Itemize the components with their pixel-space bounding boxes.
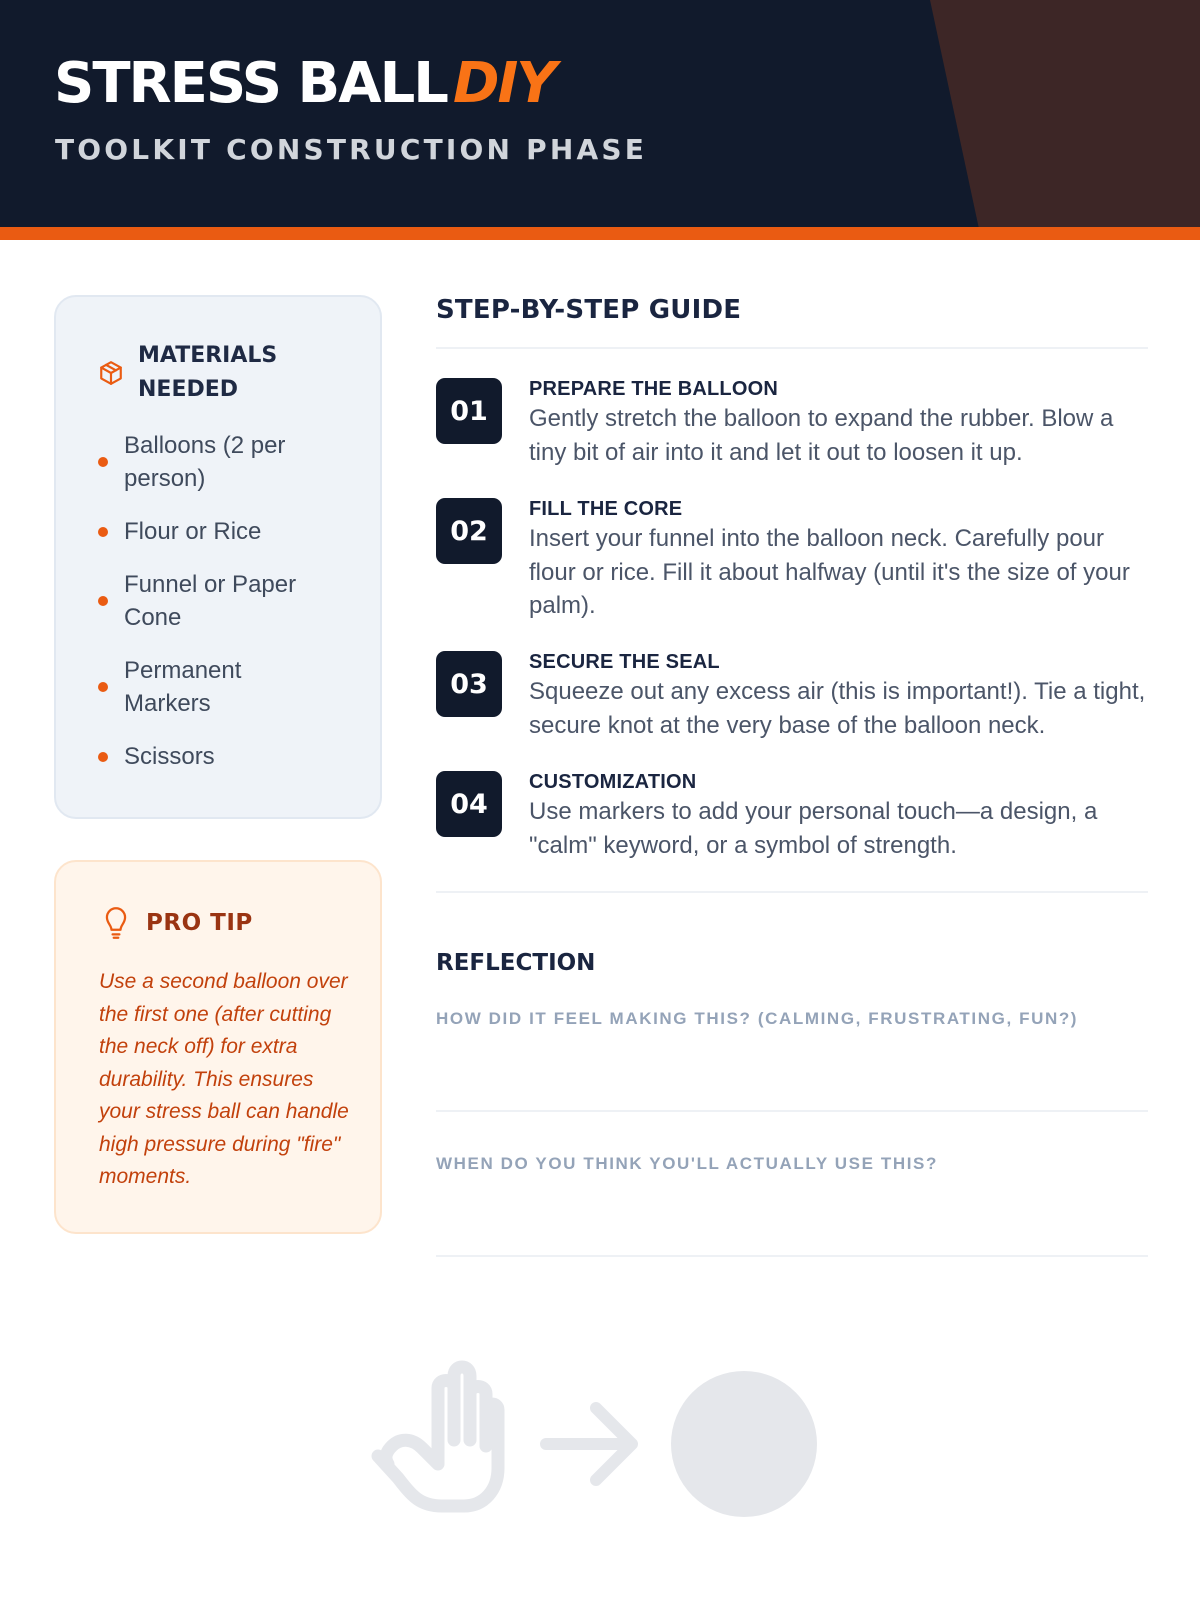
pro-tip-heading [102,906,253,940]
materials-card [54,295,382,819]
step-description: Use markers to add your personal touch—a design, a "calm" keyword, or a symbol of strength. [529,798,1098,859]
answer-line[interactable] [436,1255,1148,1257]
materials-heading-line1: MATERIALS [138,343,278,368]
title-accent: DIY [452,51,555,116]
bullet-dot [98,457,108,467]
bullet-dot [98,752,108,762]
pro-tip-text: Use a second balloon over the first one (after cutting the neck off) for extra durability. This ensures your stress ball can handle high pressure during "fire" moments. [99,970,349,1188]
bullet-dot [98,682,108,692]
lightbulb-icon [102,906,130,940]
header-stripe [0,227,1200,240]
step-description: Squeeze out any excess air (this is important!). Tie a tight, secure knot at the very base of the balloon neck. [529,678,1146,739]
step-number-badge: 04 [436,771,502,837]
list-item [98,429,358,495]
arrow-right-icon [546,1408,632,1480]
step-title: PREPARE THE BALLOON [529,378,778,400]
bullet-dot [98,596,108,606]
step-description: Insert your funnel into the balloon neck. Carefully pour flour or rice. Fill it about halfway (until it's the size of your palm). [529,525,1130,619]
step-title: SECURE THE SEAL [529,651,720,673]
answer-line[interactable] [436,1110,1148,1112]
step-description: Gently stretch the balloon to expand the rubber. Blow a tiny bit of air into it and let it out to loosen it up. [529,405,1114,466]
divider [436,347,1148,349]
reflection-heading: REFLECTION [436,950,596,976]
divider [436,891,1148,893]
page-subtitle: TOOLKIT CONSTRUCTION PHASE [55,133,648,166]
list-item [98,568,358,634]
title-main: STRESS BALL [54,51,447,116]
header-banner [0,0,1200,240]
material-label-cont: person) [124,465,206,492]
materials-heading-line2: NEEDED [138,377,239,402]
reflection-prompt: HOW DID IT FEEL MAKING THIS? (CALMING, FRUSTRATING, FUN?) [436,1009,1079,1028]
page-title [54,51,555,116]
reflection-prompt: WHEN DO YOU THINK YOU'LL ACTUALLY USE THIS? [436,1154,938,1173]
guide-heading: STEP-BY-STEP GUIDE [436,295,742,325]
step-title: FILL THE CORE [529,498,683,520]
step-number-badge: 01 [436,378,502,444]
list-item [98,740,358,773]
list-item [98,654,358,720]
bullet-dot [98,527,108,537]
material-label: Flour or Rice [124,518,262,545]
material-label: Permanent [124,657,242,684]
step-number-badge: 02 [436,498,502,564]
hand-icon [378,1367,498,1506]
material-label: Balloons (2 per [124,432,286,459]
hand-to-ball-illustration [360,1360,840,1520]
box-icon [98,360,124,386]
materials-list [98,429,358,793]
material-label: Funnel or Paper [124,571,297,598]
header-accent-panel [930,0,1200,227]
materials-heading [98,339,318,407]
pro-tip-card [54,860,382,1234]
step-title: CUSTOMIZATION [529,771,697,793]
material-label-cont: Cone [124,604,182,631]
material-label-cont: Markers [124,690,211,717]
step-number-badge: 03 [436,651,502,717]
list-item [98,515,358,548]
pro-tip-title: PRO TIP [146,910,253,936]
ball-icon [671,1371,817,1517]
material-label: Scissors [124,743,215,770]
